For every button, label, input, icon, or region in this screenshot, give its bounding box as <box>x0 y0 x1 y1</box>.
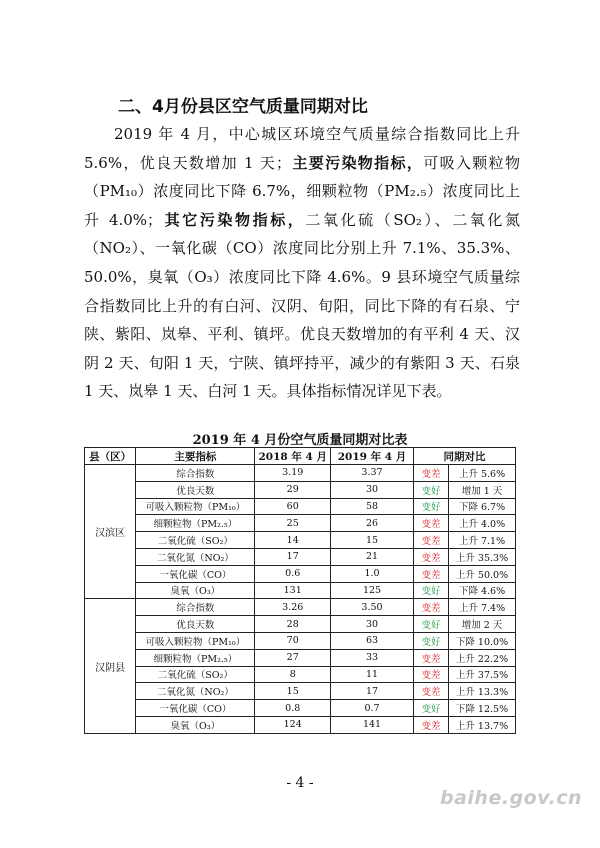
page-number: - 4 - <box>286 775 314 791</box>
table-row <box>85 565 516 582</box>
value-2019-cell: 30 <box>330 616 413 633</box>
table-row <box>85 632 516 649</box>
change-cell: 上升 13.7% <box>449 716 516 733</box>
watermark: baihe.gov.cn <box>440 787 583 809</box>
indicator-cell: 可吸入颗粒物（PM₁₀） <box>136 632 255 649</box>
indicator-cell: 臭氧（O₃） <box>136 582 255 599</box>
change-cell: 下降 10.0% <box>449 632 516 649</box>
table-header-row <box>85 448 516 465</box>
value-2019-cell: 125 <box>330 582 413 599</box>
value-2019-cell: 141 <box>330 716 413 733</box>
change-cell: 上升 4.0% <box>449 515 516 532</box>
table-row <box>85 683 516 700</box>
indicator-cell: 臭氧（O₃） <box>136 716 255 733</box>
trend-cell: 变差 <box>414 565 449 582</box>
value-2018-cell: 17 <box>255 548 331 565</box>
value-2019-cell: 15 <box>330 532 413 549</box>
trend-cell: 变差 <box>414 599 449 616</box>
header-2019: 2019 年 4 月 <box>330 448 413 465</box>
table-row <box>85 582 516 599</box>
table-row <box>85 666 516 683</box>
change-cell: 增加 2 天 <box>449 616 516 633</box>
value-2018-cell: 25 <box>255 515 331 532</box>
value-2018-cell: 29 <box>255 481 331 498</box>
body-paragraph <box>84 120 520 406</box>
header-2018: 2018 年 4 月 <box>255 448 331 465</box>
change-cell: 上升 7.1% <box>449 532 516 549</box>
trend-cell: 变差 <box>414 515 449 532</box>
change-cell: 增加 1 天 <box>449 481 516 498</box>
header-county: 县（区） <box>85 448 136 465</box>
change-cell: 上升 7.4% <box>449 599 516 616</box>
value-2018-cell: 0.6 <box>255 565 331 582</box>
value-2019-cell: 21 <box>330 548 413 565</box>
header-comparison: 同期对比 <box>414 448 516 465</box>
change-cell: 下降 6.7% <box>449 498 516 515</box>
change-cell: 上升 35.3% <box>449 548 516 565</box>
value-2019-cell: 0.7 <box>330 700 413 717</box>
indicator-cell: 二氧化硫（SO₂） <box>136 532 255 549</box>
value-2019-cell: 26 <box>330 515 413 532</box>
indicator-cell: 优良天数 <box>136 616 255 633</box>
paragraph-text-1: 2019 年 4 月，中心城区环境空气质量综合指数同比上升 5.6%，优良天数增加 1 天； <box>84 125 520 172</box>
paragraph-text-2: 可吸入颗粒物（PM₁₀）浓度同比下降 6.7%，细颗粒物（PM₂.₅）浓度同比上升 4.0%； <box>84 153 520 229</box>
table-row <box>85 465 516 482</box>
air-quality-table <box>84 447 516 734</box>
value-2019-cell: 3.50 <box>330 599 413 616</box>
header-indicator: 主要指标 <box>136 448 255 465</box>
trend-cell: 变差 <box>414 532 449 549</box>
table-row <box>85 532 516 549</box>
value-2019-cell: 58 <box>330 498 413 515</box>
table-row <box>85 498 516 515</box>
value-2019-cell: 17 <box>330 683 413 700</box>
value-2019-cell: 63 <box>330 632 413 649</box>
table-row <box>85 548 516 565</box>
value-2018-cell: 124 <box>255 716 331 733</box>
trend-cell: 变差 <box>414 548 449 565</box>
value-2018-cell: 8 <box>255 666 331 683</box>
table-title: 2019 年 4 月份空气质量同期对比表 <box>192 433 408 448</box>
value-2018-cell: 3.26 <box>255 599 331 616</box>
value-2018-cell: 70 <box>255 632 331 649</box>
value-2018-cell: 3.19 <box>255 465 331 482</box>
trend-cell: 变好 <box>414 582 449 599</box>
value-2018-cell: 131 <box>255 582 331 599</box>
trend-cell: 变差 <box>414 666 449 683</box>
value-2018-cell: 60 <box>255 498 331 515</box>
trend-cell: 变差 <box>414 683 449 700</box>
indicator-cell: 综合指数 <box>136 465 255 482</box>
paragraph-bold-1: 主要污染物指标， <box>291 153 424 172</box>
value-2018-cell: 14 <box>255 532 331 549</box>
trend-cell: 变差 <box>414 716 449 733</box>
trend-cell: 变好 <box>414 700 449 717</box>
change-cell: 上升 50.0% <box>449 565 516 582</box>
paragraph-text-3: 二氧化硫（SO₂）、二氧化氮（NO₂）、一氧化碳（CO）浓度同比分别上升 7.1%、35.3%、50.0%，臭氧（O₃）浓度同比下降 4.6%。9 县环境空气质量综合指数同比上升的有白河、汉阴、旬阳，同比下降的有石泉、宁陕、紫阳、岚皋、平利、镇坪。优良天数增加的有平利 4 天、汉阴 2 天、旬阳 1 天，宁陕、镇坪持平，减少的有紫阳 3 天、石泉 1 天、岚皋 1 天、白河 1 天。具体指标情况详见下表。 <box>84 210 520 401</box>
indicator-cell: 细颗粒物（PM₂.₅） <box>136 515 255 532</box>
change-cell: 上升 5.6% <box>449 465 516 482</box>
table-row <box>85 515 516 532</box>
section-heading: 二、4月份县区空气质量同期对比 <box>118 97 368 117</box>
value-2018-cell: 0.8 <box>255 700 331 717</box>
table-row <box>85 616 516 633</box>
indicator-cell: 一氧化碳（CO） <box>136 565 255 582</box>
trend-cell: 变差 <box>414 465 449 482</box>
indicator-cell: 综合指数 <box>136 599 255 616</box>
change-cell: 上升 37.5% <box>449 666 516 683</box>
table-row <box>85 700 516 717</box>
indicator-cell: 细颗粒物（PM₂.₅） <box>136 649 255 666</box>
table-row <box>85 481 516 498</box>
trend-cell: 变差 <box>414 649 449 666</box>
value-2019-cell: 30 <box>330 481 413 498</box>
table-row <box>85 649 516 666</box>
paragraph-bold-2: 其它污染物指标， <box>162 210 306 229</box>
indicator-cell: 二氧化硫（SO₂） <box>136 666 255 683</box>
value-2019-cell: 33 <box>330 649 413 666</box>
value-2019-cell: 1.0 <box>330 565 413 582</box>
change-cell: 下降 12.5% <box>449 700 516 717</box>
table-body <box>85 465 516 734</box>
county-cell: 汉阴县 <box>85 599 136 733</box>
indicator-cell: 二氧化氮（NO₂） <box>136 683 255 700</box>
trend-cell: 变好 <box>414 498 449 515</box>
trend-cell: 变好 <box>414 616 449 633</box>
value-2018-cell: 28 <box>255 616 331 633</box>
table-row <box>85 716 516 733</box>
indicator-cell: 二氧化氮（NO₂） <box>136 548 255 565</box>
indicator-cell: 可吸入颗粒物（PM₁₀） <box>136 498 255 515</box>
table-row <box>85 599 516 616</box>
change-cell: 上升 22.2% <box>449 649 516 666</box>
value-2018-cell: 27 <box>255 649 331 666</box>
indicator-cell: 一氧化碳（CO） <box>136 700 255 717</box>
indicator-cell: 优良天数 <box>136 481 255 498</box>
value-2019-cell: 3.37 <box>330 465 413 482</box>
trend-cell: 变好 <box>414 481 449 498</box>
change-cell: 下降 4.6% <box>449 582 516 599</box>
trend-cell: 变好 <box>414 632 449 649</box>
change-cell: 上升 13.3% <box>449 683 516 700</box>
value-2019-cell: 11 <box>330 666 413 683</box>
county-cell: 汉滨区 <box>85 465 136 599</box>
value-2018-cell: 15 <box>255 683 331 700</box>
